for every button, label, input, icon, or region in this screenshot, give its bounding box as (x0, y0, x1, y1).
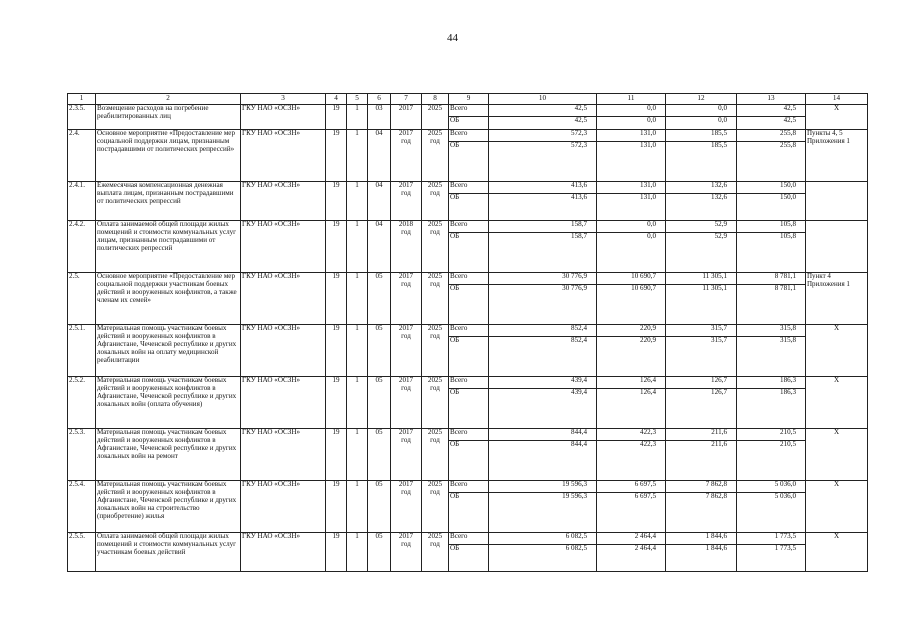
start-unit: год (401, 136, 411, 145)
value-total: 844,4 (489, 429, 597, 441)
value-2019: 42,5 (737, 105, 806, 117)
item-code: 2.5.1. (68, 325, 96, 377)
item-c5: 1 (347, 325, 368, 377)
value-2018: 1 844,6 (666, 533, 737, 545)
item-c6: 04 (368, 182, 391, 221)
item-c5: 1 (347, 429, 368, 481)
end-unit: год (430, 487, 440, 496)
item-name: Основное мероприятие «Предоставление мер социальной поддержки участникам боевых действий и вооруженных конфликтов, а также членам их семей» (96, 273, 241, 325)
funding-source: Всего (449, 377, 489, 389)
header-cell: 9 (449, 94, 489, 105)
item-c6: 05 (368, 481, 391, 533)
value-2018: 52,9 (666, 221, 737, 233)
item-note: Пункты 4, 5 Приложения 1 (806, 130, 868, 182)
end-unit: год (430, 136, 440, 145)
item-code: 2.3.5. (68, 105, 96, 130)
value-2019: 105,8 (737, 233, 806, 273)
page-number: 44 (447, 32, 458, 44)
value-2017: 422,3 (597, 429, 666, 441)
funding-source: ОБ (449, 194, 489, 221)
value-2018: 1 844,6 (666, 545, 737, 572)
item-end (422, 533, 449, 572)
item-c4: 19 (326, 105, 347, 130)
funding-source: ОБ (449, 117, 489, 130)
start-unit: год (401, 383, 411, 392)
value-2017: 126,4 (597, 377, 666, 389)
item-org: ГКУ НАО «ОСЗН» (241, 273, 326, 325)
item-note: Х (806, 105, 868, 130)
value-2018: 132,6 (666, 194, 737, 221)
value-2018: 211,6 (666, 441, 737, 481)
table-body (68, 105, 868, 572)
item-end (422, 481, 449, 533)
item-code: 2.4. (68, 130, 96, 182)
end-year: 2025 (427, 104, 443, 112)
end-unit: год (430, 331, 440, 340)
funding-source: Всего (449, 130, 489, 142)
value-2019: 210,5 (737, 441, 806, 481)
item-c4: 19 (326, 130, 347, 182)
value-2019: 186,3 (737, 377, 806, 389)
value-total: 413,6 (489, 194, 597, 221)
item-code: 2.5.5. (68, 533, 96, 572)
value-2018: 11 305,1 (666, 273, 737, 285)
value-2017: 131,0 (597, 130, 666, 142)
start-year: 2017 (398, 480, 414, 488)
item-name: Возмещение расходов на погребение реабилитированных лиц (96, 105, 241, 130)
item-c5: 1 (347, 105, 368, 130)
header-cell: 10 (489, 94, 597, 105)
item-end (422, 130, 449, 182)
item-c5: 1 (347, 182, 368, 221)
header-row (68, 94, 868, 105)
item-end (422, 377, 449, 429)
value-2018: 7 862,8 (666, 493, 737, 533)
value-total: 572,3 (489, 130, 597, 142)
item-org: ГКУ НАО «ОСЗН» (241, 105, 326, 130)
value-total: 844,4 (489, 441, 597, 481)
item-org: ГКУ НАО «ОСЗН» (241, 325, 326, 377)
item-c5: 1 (347, 377, 368, 429)
table-row (68, 533, 868, 545)
funding-source: ОБ (449, 493, 489, 533)
start-year: 2018 (398, 220, 414, 228)
value-2018: 11 305,1 (666, 285, 737, 325)
value-2017: 131,0 (597, 182, 666, 194)
end-unit: год (430, 383, 440, 392)
item-start (391, 481, 422, 533)
end-year: 2025 (427, 324, 443, 332)
item-c6: 04 (368, 130, 391, 182)
item-note: Х (806, 325, 868, 377)
item-c5: 1 (347, 533, 368, 572)
funding-source: ОБ (449, 545, 489, 572)
item-note (806, 221, 868, 273)
value-2019: 8 781,1 (737, 273, 806, 285)
item-org: ГКУ НАО «ОСЗН» (241, 533, 326, 572)
value-total: 852,4 (489, 325, 597, 337)
item-start (391, 325, 422, 377)
item-start (391, 533, 422, 572)
item-c4: 19 (326, 481, 347, 533)
item-code: 2.5. (68, 273, 96, 325)
item-c4: 19 (326, 182, 347, 221)
item-note (806, 182, 868, 221)
value-2017: 0,0 (597, 221, 666, 233)
value-2017: 2 464,4 (597, 545, 666, 572)
item-name: Материальная помощь участникам боевых действий и вооруженных конфликтов в Афганистане, Чеченской республике и других локальных войн (оплата обучения) (96, 377, 241, 429)
header-cell: 5 (347, 94, 368, 105)
item-start (391, 221, 422, 273)
program-table (67, 93, 868, 572)
item-org: ГКУ НАО «ОСЗН» (241, 221, 326, 273)
start-year: 2017 (398, 181, 414, 189)
header-cell: 4 (326, 94, 347, 105)
value-total: 439,4 (489, 389, 597, 429)
funding-source: ОБ (449, 142, 489, 182)
end-unit: год (430, 435, 440, 444)
value-2017: 126,4 (597, 389, 666, 429)
table-row (68, 377, 868, 389)
value-2019: 186,3 (737, 389, 806, 429)
table-row (68, 429, 868, 441)
start-year: 2017 (398, 376, 414, 384)
funding-source: ОБ (449, 389, 489, 429)
header-cell: 1 (68, 94, 96, 105)
value-2019: 1 773,5 (737, 545, 806, 572)
value-2019: 150,0 (737, 194, 806, 221)
start-year: 2017 (398, 324, 414, 332)
end-year: 2025 (427, 376, 443, 384)
end-unit: год (430, 279, 440, 288)
item-code: 2.4.2. (68, 221, 96, 273)
start-unit: год (401, 188, 411, 197)
item-c4: 19 (326, 429, 347, 481)
value-total: 42,5 (489, 105, 597, 117)
start-unit: год (401, 435, 411, 444)
item-note: Х (806, 481, 868, 533)
start-unit: год (401, 331, 411, 340)
value-2019: 255,8 (737, 142, 806, 182)
funding-source: Всего (449, 273, 489, 285)
item-c6: 05 (368, 325, 391, 377)
item-c6: 05 (368, 377, 391, 429)
value-2017: 220,9 (597, 325, 666, 337)
value-2017: 10 690,7 (597, 285, 666, 325)
value-2018: 315,7 (666, 337, 737, 377)
value-2017: 10 690,7 (597, 273, 666, 285)
value-2019: 1 773,5 (737, 533, 806, 545)
funding-source: Всего (449, 182, 489, 194)
item-c4: 19 (326, 325, 347, 377)
item-name: Материальная помощь участникам боевых действий и вооруженных конфликтов в Афганистане, Чеченской республике и других локальных войн на ремонт (96, 429, 241, 481)
value-total: 42,5 (489, 117, 597, 130)
value-2018: 0,0 (666, 117, 737, 130)
value-total: 19 596,3 (489, 493, 597, 533)
value-total: 572,3 (489, 142, 597, 182)
end-year: 2025 (427, 272, 443, 280)
value-2019: 255,8 (737, 130, 806, 142)
item-c4: 19 (326, 377, 347, 429)
item-org: ГКУ НАО «ОСЗН» (241, 429, 326, 481)
value-2017: 0,0 (597, 105, 666, 117)
end-year: 2025 (427, 480, 443, 488)
value-total: 30 776,9 (489, 273, 597, 285)
value-2018: 185,5 (666, 142, 737, 182)
value-2018: 126,7 (666, 377, 737, 389)
item-c5: 1 (347, 130, 368, 182)
value-2019: 42,5 (737, 117, 806, 130)
table-row (68, 273, 868, 285)
table-row (68, 130, 868, 142)
funding-source: Всего (449, 533, 489, 545)
value-2017: 131,0 (597, 142, 666, 182)
item-name: Оплата занимаемой общей площади жилых помещений и стоимости коммунальных услуг лицам, признанным пострадавшими от политических репрессий (96, 221, 241, 273)
header-cell: 8 (422, 94, 449, 105)
start-year: 2017 (398, 129, 414, 137)
header-cell: 12 (666, 94, 737, 105)
value-total: 852,4 (489, 337, 597, 377)
item-start (391, 429, 422, 481)
value-total: 439,4 (489, 377, 597, 389)
item-c6: 05 (368, 533, 391, 572)
value-2017: 0,0 (597, 233, 666, 273)
item-org: ГКУ НАО «ОСЗН» (241, 481, 326, 533)
end-unit: год (430, 188, 440, 197)
value-2018: 211,6 (666, 429, 737, 441)
end-unit: год (430, 539, 440, 548)
header-cell: 6 (368, 94, 391, 105)
end-unit: год (430, 227, 440, 236)
item-c5: 1 (347, 481, 368, 533)
item-end (422, 105, 449, 130)
header-cell: 14 (806, 94, 868, 105)
value-total: 158,7 (489, 221, 597, 233)
item-start (391, 377, 422, 429)
start-year: 2017 (398, 532, 414, 540)
value-total: 19 596,3 (489, 481, 597, 493)
end-year: 2025 (427, 129, 443, 137)
value-2018: 126,7 (666, 389, 737, 429)
end-year: 2025 (427, 220, 443, 228)
value-2018: 132,6 (666, 182, 737, 194)
end-year: 2025 (427, 428, 443, 436)
header-cell: 11 (597, 94, 666, 105)
funding-source: Всего (449, 105, 489, 117)
table-row (68, 481, 868, 493)
value-2017: 422,3 (597, 441, 666, 481)
value-2018: 0,0 (666, 105, 737, 117)
funding-source: Всего (449, 481, 489, 493)
table-row (68, 105, 868, 117)
item-c4: 19 (326, 533, 347, 572)
value-2017: 0,0 (597, 117, 666, 130)
item-c6: 04 (368, 221, 391, 273)
value-total: 158,7 (489, 233, 597, 273)
item-start (391, 130, 422, 182)
item-c5: 1 (347, 273, 368, 325)
header-cell: 13 (737, 94, 806, 105)
item-note: Пункт 4 Приложения 1 (806, 273, 868, 325)
item-name: Материальная помощь участникам боевых действий и вооруженных конфликтов в Афганистане, Чеченской республике и других локальных войн на оплату медицинской реабилитации (96, 325, 241, 377)
value-total: 6 082,5 (489, 545, 597, 572)
start-unit: год (401, 279, 411, 288)
start-year: 2017 (398, 272, 414, 280)
end-year: 2025 (427, 532, 443, 540)
item-note: Х (806, 377, 868, 429)
value-2018: 52,9 (666, 233, 737, 273)
start-unit: год (401, 227, 411, 236)
item-org: ГКУ НАО «ОСЗН» (241, 182, 326, 221)
value-2017: 6 697,5 (597, 493, 666, 533)
item-org: ГКУ НАО «ОСЗН» (241, 377, 326, 429)
value-2017: 2 464,4 (597, 533, 666, 545)
item-code: 2.5.4. (68, 481, 96, 533)
value-2017: 131,0 (597, 194, 666, 221)
item-c6: 05 (368, 273, 391, 325)
value-2019: 315,8 (737, 337, 806, 377)
item-c6: 05 (368, 429, 391, 481)
item-c5: 1 (347, 221, 368, 273)
item-end (422, 221, 449, 273)
funding-source: Всего (449, 221, 489, 233)
item-name: Основное мероприятие «Предоставление мер социальной поддержки лицам, признанным пострадавшими от политических репрессий» (96, 130, 241, 182)
item-name: Материальная помощь участникам боевых действий и вооруженных конфликтов в Афганистане, Чеченской республике и других локальных войн на строительство (приобретение) жилья (96, 481, 241, 533)
header-cell: 7 (391, 94, 422, 105)
funding-source: ОБ (449, 337, 489, 377)
value-2018: 315,7 (666, 325, 737, 337)
value-total: 6 082,5 (489, 533, 597, 545)
value-2019: 5 036,0 (737, 481, 806, 493)
item-org: ГКУ НАО «ОСЗН» (241, 130, 326, 182)
item-c6: 03 (368, 105, 391, 130)
item-code: 2.5.3. (68, 429, 96, 481)
item-c4: 19 (326, 221, 347, 273)
header-cell: 3 (241, 94, 326, 105)
value-2017: 220,9 (597, 337, 666, 377)
item-note: Х (806, 429, 868, 481)
value-total: 413,6 (489, 182, 597, 194)
funding-source: ОБ (449, 441, 489, 481)
value-2018: 7 862,8 (666, 481, 737, 493)
start-year: 2017 (398, 428, 414, 436)
item-note: Х (806, 533, 868, 572)
item-c4: 19 (326, 273, 347, 325)
table-row (68, 221, 868, 233)
item-end (422, 182, 449, 221)
item-code: 2.5.2. (68, 377, 96, 429)
funding-source: Всего (449, 325, 489, 337)
value-2019: 210,5 (737, 429, 806, 441)
table-row (68, 182, 868, 194)
start-year: 2017 (398, 104, 414, 112)
value-2017: 6 697,5 (597, 481, 666, 493)
value-2019: 105,8 (737, 221, 806, 233)
start-unit: год (401, 487, 411, 496)
funding-source: Всего (449, 429, 489, 441)
header-cell: 2 (96, 94, 241, 105)
item-start (391, 105, 422, 130)
value-2019: 315,8 (737, 325, 806, 337)
item-end (422, 429, 449, 481)
value-2019: 150,0 (737, 182, 806, 194)
item-end (422, 273, 449, 325)
start-unit: год (401, 539, 411, 548)
item-name: Оплата занимаемой общей площади жилых помещений и стоимости коммунальных услуг участникам боевых действий (96, 533, 241, 572)
funding-source: ОБ (449, 233, 489, 273)
value-2018: 185,5 (666, 130, 737, 142)
item-end (422, 325, 449, 377)
item-start (391, 273, 422, 325)
value-total: 30 776,9 (489, 285, 597, 325)
item-name: Ежемесячная компенсационная денежная выплата лицам, признанным пострадавшими от политических репрессий (96, 182, 241, 221)
value-2019: 5 036,0 (737, 493, 806, 533)
item-code: 2.4.1. (68, 182, 96, 221)
value-2019: 8 781,1 (737, 285, 806, 325)
table-row (68, 325, 868, 337)
item-start (391, 182, 422, 221)
end-year: 2025 (427, 181, 443, 189)
funding-source: ОБ (449, 285, 489, 325)
